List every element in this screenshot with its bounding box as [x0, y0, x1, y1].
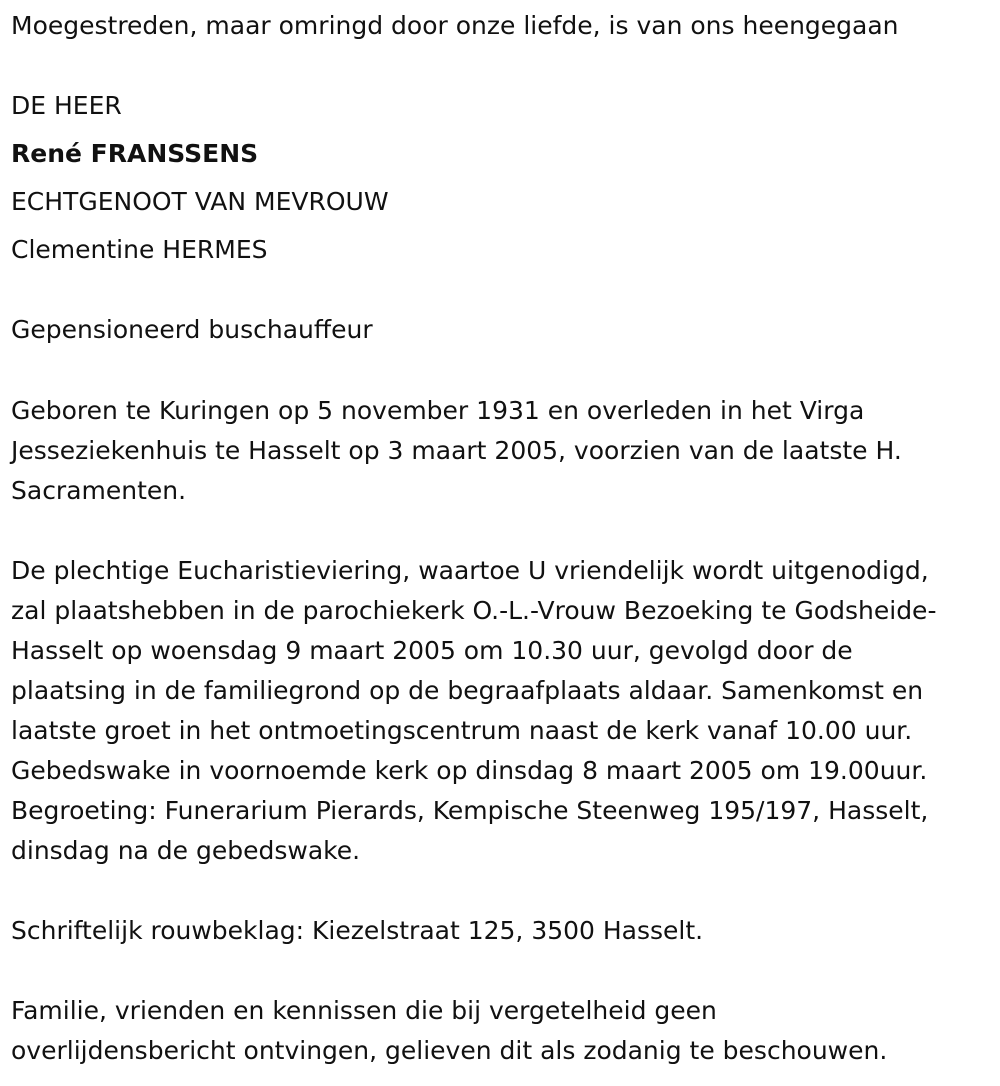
- paragraph-line: Gebedswake in voornoemde kerk op dinsdag 8 maart 2005 om 19.00uur.: [11, 756, 928, 785]
- paragraph-line: De plechtige Eucharistieviering, waartoe U vriendelijk wordt uitgenodigd,: [11, 556, 929, 585]
- paragraph-line: laatste groet in het ontmoetingscentrum naast de kerk vanaf 10.00 uur.: [11, 716, 913, 745]
- title-text: DE HEER: [11, 91, 122, 120]
- paragraph-line: dinsdag na de gebedswake.: [11, 836, 361, 865]
- closing-paragraph: [11, 991, 887, 1071]
- paragraph-line: Familie, vrienden en kennissen die bij vergetelheid geen: [11, 996, 717, 1025]
- occupation-text: Gepensioneerd buschauffeur: [11, 315, 373, 344]
- spouse-name: Clementine HERMES: [11, 235, 268, 264]
- paragraph-line: zal plaatshebben in de parochiekerk O.-L.-Vrouw Bezoeking te Godsheide-: [11, 596, 937, 625]
- ceremony-paragraph: [11, 551, 936, 871]
- paragraph-line: Jesseziekenhuis te Hasselt op 3 maart 2005, voorzien van de laatste H.: [11, 436, 902, 465]
- paragraph-line: Begroeting: Funerarium Pierards, Kempische Steenweg 195/197, Hasselt,: [11, 796, 929, 825]
- intro-text: Moegestreden, maar omringd door onze liefde, is van ons heengegaan: [11, 11, 899, 40]
- paragraph-line: plaatsing in de familiegrond op de begraafplaats aldaar. Samenkomst en: [11, 676, 924, 705]
- birth-death-paragraph: [11, 391, 902, 511]
- paragraph-line: overlijdensbericht ontvingen, gelieven dit als zodanig te beschouwen.: [11, 1036, 888, 1065]
- condolence-address: Schriftelijk rouwbeklag: Kiezelstraat 125, 3500 Hasselt.: [11, 916, 704, 945]
- paragraph-line: Geboren te Kuringen op 5 november 1931 en overleden in het Virga: [11, 396, 865, 425]
- deceased-name: René FRANSSENS: [11, 139, 259, 168]
- spouse-label: ECHTGENOOT VAN MEVROUW: [11, 187, 389, 216]
- paragraph-line: Sacramenten.: [11, 476, 187, 505]
- paragraph-line: Hasselt op woensdag 9 maart 2005 om 10.30 uur, gevolgd door de: [11, 636, 853, 665]
